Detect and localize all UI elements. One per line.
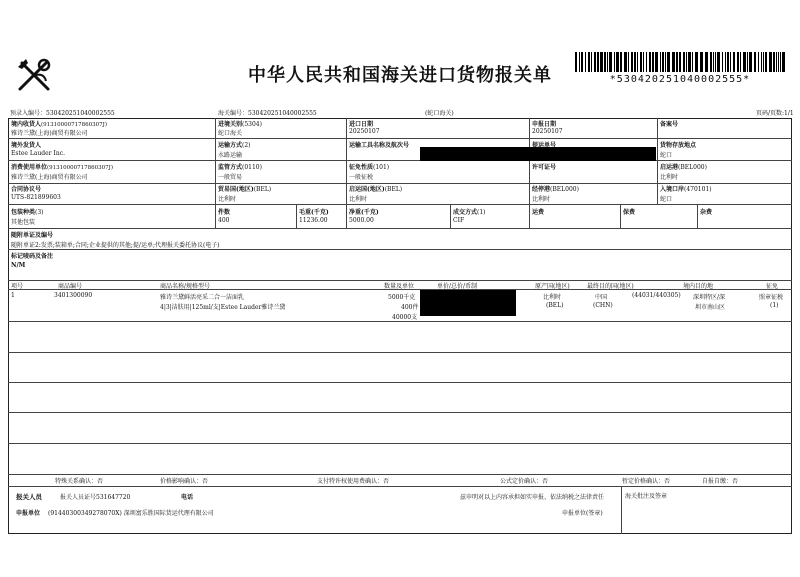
departure-port-value: 比利时 — [660, 174, 679, 181]
declarant-cert: 报关人员证号531647720 — [60, 494, 131, 501]
marks-label: 标记唛码及备注 — [11, 253, 54, 260]
gross-weight-label: 毛重(千克) — [299, 209, 329, 216]
transit-port-code: (BEL000) — [550, 186, 579, 193]
contract-value: UTS-821899603 — [11, 194, 61, 201]
pre-entry-number: 预录入编号：530420251040002555 — [10, 110, 115, 117]
origin-country-value: 比利时 — [349, 196, 368, 203]
import-date-label: 进口日期 — [349, 121, 374, 128]
origin-country-code: (BEL) — [384, 186, 403, 193]
row-qty-pieces: 400件 — [401, 304, 419, 311]
package-value: 其他包装 — [11, 219, 36, 226]
trade-country-code: (BEL) — [253, 186, 272, 193]
col-item: 项号 — [11, 283, 24, 290]
origin-country-label: 启运国(地区) — [349, 186, 385, 193]
customs-number: 海关编号：530420251040002555 — [218, 110, 317, 117]
row-qty-units: 40000支 — [392, 314, 418, 321]
record-no-label: 备案号 — [660, 121, 679, 128]
shipper-value: Estee Lauder Inc. — [11, 150, 65, 157]
entry-customs-label: 进境关别 — [218, 121, 243, 128]
row-domestic-code: (44031/440305) — [632, 292, 681, 299]
storage-value: 蛇口 — [660, 152, 673, 159]
row-levy-code: (1) — [770, 302, 779, 309]
customs-office: (蛇口海关) — [425, 110, 454, 117]
col-origin: 原产国(地区) — [535, 283, 570, 290]
entry-port-value: 蛇口 — [660, 196, 673, 203]
deal-label: 成交方式 — [453, 209, 478, 216]
pieces-label: 件数 — [218, 209, 231, 216]
declare-unit-seal: 申报单位(签章) — [562, 510, 603, 517]
transport-mode-code: (2) — [242, 142, 251, 149]
entry-customs-value: 蛇口海关 — [218, 130, 243, 137]
bl-label: 提运单号 — [532, 142, 557, 149]
docs-label: 随附单证及编号 — [11, 232, 54, 239]
entry-customs-code: (5304) — [242, 121, 262, 128]
col-price: 单价/总价/币制 — [437, 283, 478, 290]
gross-weight-value: 11236.00 — [299, 217, 328, 224]
net-weight-value: 5000.00 — [349, 217, 374, 224]
package-label: 包装种类 — [11, 209, 36, 216]
page-indicator: 页码/页数:1/1 — [756, 110, 794, 117]
col-quantity: 数量及单位 — [384, 283, 415, 290]
row-origin-code: (BEL) — [546, 302, 564, 309]
row-destination: 中国 — [595, 294, 608, 301]
row-origin: 比利时 — [543, 294, 562, 301]
provisional-price-confirm: 暂定价格确认：否 — [622, 478, 671, 485]
exemption-code: (101) — [373, 164, 390, 171]
redaction-block — [420, 290, 516, 316]
col-hs-code: 商品编号 — [58, 283, 83, 290]
document-title: 中华人民共和国海关进口货物报关单 — [248, 65, 552, 86]
row-qty-kg: 5000千克 — [388, 294, 416, 301]
departure-port-label: 启运港 — [660, 164, 679, 171]
entry-port-label: 入境口岸 — [660, 186, 685, 193]
phone-label: 电话 — [181, 494, 194, 501]
self-report-confirm: 自报自缴：否 — [702, 478, 739, 485]
price-influence-confirm: 价格影响确认：否 — [160, 478, 209, 485]
supervision-code: (0110) — [242, 164, 262, 171]
trade-country-value: 比利时 — [218, 196, 237, 203]
insurance-label: 保费 — [623, 209, 636, 216]
storage-label: 货物存放地点 — [660, 142, 697, 149]
declare-date-label: 申报日期 — [532, 121, 557, 128]
col-levy: 征免 — [766, 283, 779, 290]
col-name-spec: 商品名称/规格型号 — [160, 283, 211, 290]
consignee-value: 雅诗兰黛(上海)商贸有限公司 — [11, 130, 88, 137]
special-relation-confirm: 特殊关系确认：否 — [55, 478, 104, 485]
row-item-no: 1 — [11, 292, 15, 299]
marks-value: N/M — [11, 262, 26, 269]
transport-mode-label: 运输方式 — [218, 142, 243, 149]
net-weight-label: 净重(千克) — [349, 209, 379, 216]
declare-date-value: 20250107 — [532, 128, 563, 135]
royalty-confirm: 支付特许权使用费确认：否 — [317, 478, 390, 485]
deal-value: CIF — [453, 217, 465, 224]
consignee-code: (91310000717860307J) — [41, 122, 107, 128]
legal-statement: 兹申明对以上内容承担如实申报、依法纳税之法律责任 — [460, 494, 605, 501]
departure-port-code: (BEL000) — [678, 164, 707, 171]
row-product-name: 雅诗兰黛鲜活亮采二合一洁面乳 — [160, 294, 245, 301]
license-label: 许可证号 — [532, 164, 557, 171]
docs-value: 随附单证2:发票;装箱单;合同;企业提供的其他;提/运单;代理报关委托协议(电子) — [11, 242, 220, 249]
package-code: (3) — [35, 209, 44, 216]
consumer-value: 雅诗兰黛(上海)商贸有限公司 — [11, 174, 88, 181]
supervision-value: 一般贸易 — [218, 174, 243, 181]
supervision-label: 监管方式 — [218, 164, 243, 171]
exemption-value: 一般征税 — [349, 174, 374, 181]
vessel-label: 运输工具名称及航次号 — [349, 142, 410, 149]
row-hs-code: 3401300090 — [54, 292, 93, 299]
customs-note-label: 海关批注及签章 — [625, 493, 668, 500]
col-domestic-dest: 境内目的地 — [683, 283, 714, 290]
freight-label: 运费 — [532, 209, 545, 216]
deal-code: (1) — [477, 209, 486, 216]
consumer-label: 消费使用单位 — [11, 164, 48, 171]
contract-label: 合同协议号 — [11, 186, 42, 193]
declare-unit-value: (91440300349278070X) 深圳富乐胜国际货运代理有限公司 — [48, 510, 214, 517]
transit-port-value: 比利时 — [532, 196, 551, 203]
trade-country-label: 贸易国(地区) — [218, 186, 254, 193]
consignee-label: 境内收货人 — [11, 121, 42, 128]
declare-unit-label: 申报单位 — [16, 510, 41, 517]
barcode-icon — [575, 52, 785, 72]
misc-fee-label: 杂费 — [700, 209, 713, 216]
import-date-value: 20250107 — [349, 128, 380, 135]
row-domestic-value: 深圳特区/深 — [693, 294, 726, 301]
barcode-number: *530420251040002555* — [609, 74, 751, 85]
row-domestic-value-2: 圳市南山区 — [695, 304, 726, 311]
formula-price-confirm: 公式定价确认：否 — [500, 478, 549, 485]
exemption-label: 征免性质 — [349, 164, 374, 171]
entry-port-code: (470101) — [684, 186, 712, 193]
declarant-label: 报关人员 — [16, 493, 42, 501]
transport-mode-value: 水路运输 — [218, 152, 243, 159]
shipper-label: 境外发货人 — [11, 142, 42, 149]
row-levy: 照章征税 — [759, 294, 784, 301]
consumer-code: (91310000717860307J) — [47, 165, 113, 171]
row-destination-code: (CHN) — [593, 302, 613, 309]
row-product-spec: 4|3|洁肤用|125ml/支|Estee Lauder雅诗兰黛 — [160, 304, 286, 311]
transit-port-label: 经停港 — [532, 186, 551, 193]
pieces-value: 400 — [218, 217, 230, 224]
redaction-block — [420, 147, 656, 161]
col-destination: 最终目的国(地区) — [587, 283, 634, 290]
